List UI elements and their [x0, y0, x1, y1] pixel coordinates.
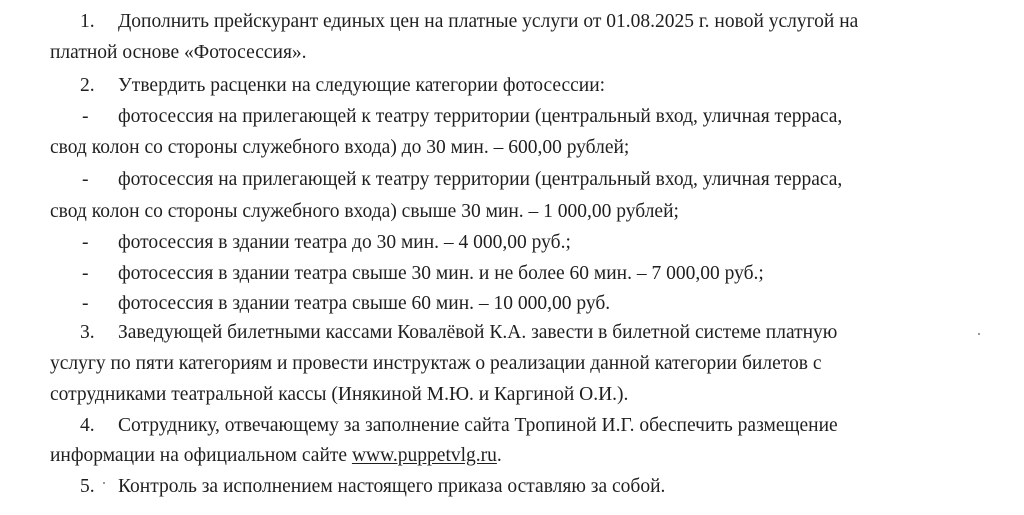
item-text: сотрудниками театральной кассы (Инякиной М.Ю. и Каргиной О.И.). — [50, 384, 629, 405]
item-text-with-link — [50, 446, 502, 466]
scan-speck — [978, 333, 980, 335]
item-text: фотосессия в здании театра до 30 мин. – 4 000,00 руб.; — [118, 232, 571, 253]
item-text: фотосессия в здании театра свыше 30 мин. и не более 60 мин. – 7 000,00 руб.; — [118, 263, 764, 284]
scan-speck — [103, 482, 105, 484]
dash-marker: - — [82, 232, 89, 253]
dash-marker: - — [82, 106, 89, 127]
item-text: фотосессия в здании театра свыше 60 мин. – 10 000,00 руб. — [118, 293, 611, 314]
item-text: фотосессия на прилегающей к театру территории (центральный вход, уличная терраса, — [118, 169, 843, 190]
dash-marker: - — [82, 293, 89, 314]
item-text: Утвердить расценки на следующие категории фотосессии: — [118, 75, 606, 96]
item-number: 1. — [80, 11, 95, 32]
item-text: услугу по пяти категориям и провести инструктаж о реализации данной категории билетов с — [50, 353, 822, 374]
item-text: информации на официальном сайте — [50, 445, 352, 466]
website-link[interactable]: www.puppetvlg.ru — [351, 445, 497, 466]
item-text: . — [496, 445, 502, 466]
item-text: Контроль за исполнением настоящего приказа оставляю за собой. — [118, 476, 666, 497]
dash-marker: - — [82, 263, 89, 284]
item-text: Заведующей билетными кассами Ковалёвой К.А. завести в билетной системе платную — [118, 322, 838, 343]
dash-marker: - — [82, 169, 89, 190]
item-text: платной основе «Фотосессия». — [50, 42, 307, 63]
item-text: фотосессия на прилегающей к театру территории (центральный вход, уличная терраса, — [118, 106, 843, 127]
item-text: свод колон со стороны служебного входа) до 30 мин. – 600,00 рублей; — [50, 137, 630, 158]
item-text: Сотруднику, отвечающему за заполнение сайта Тропиной И.Г. обеспечить размещение — [118, 415, 838, 436]
item-text: свод колон со стороны служебного входа) свыше 30 мин. – 1 000,00 рублей; — [50, 201, 679, 222]
item-number: 2. — [80, 75, 95, 96]
item-number: 5. — [80, 476, 95, 497]
item-text: Дополнить прейскурант единых цен на платные услуги от 01.08.2025 г. новой услугой на — [118, 11, 859, 32]
item-number: 4. — [80, 415, 95, 436]
item-number: 3. — [80, 322, 95, 343]
